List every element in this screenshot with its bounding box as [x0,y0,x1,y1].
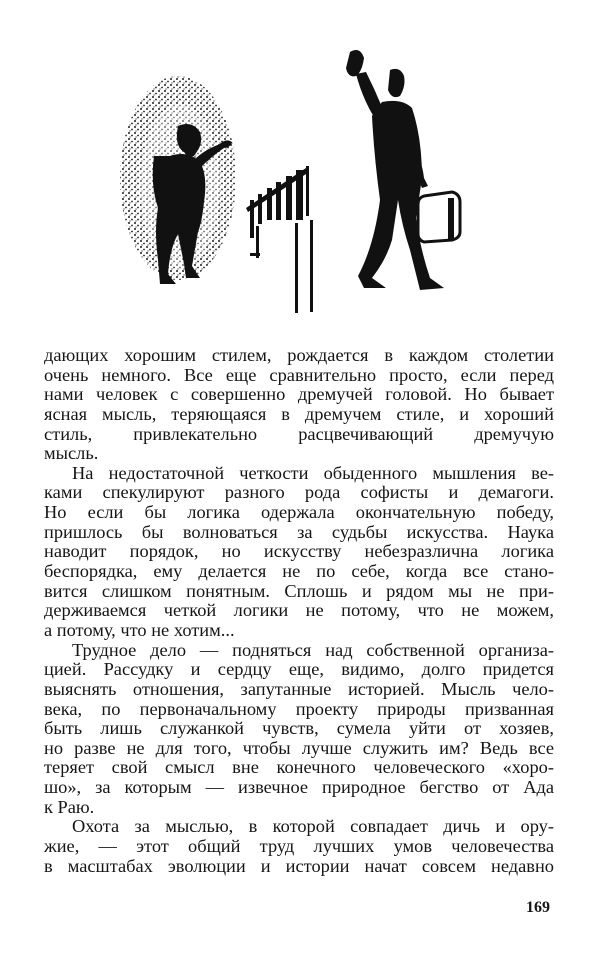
text-line: дающих хорошим стилем, рождается в каждом столетии [44,345,554,365]
paragraph-2 [44,464,554,641]
text-line: нами человек с совершенно дремучей головой. Но бывает [44,384,554,405]
text-line: теряет свой смысл вне конечного человеческого «хоро- [44,757,554,778]
paragraph-3 [44,641,554,818]
text-line: наводит порядок, но искусству небезразлична логика [44,541,554,562]
text-line: Но если бы логика одержала окончательную победу, [44,502,554,523]
text-line: вится слишком понятным. Сплошь и рядом мы не при- [44,580,554,601]
text-line: но разве не для того, чтобы лучше служить им? Ведь все [44,737,554,758]
text-line: жие, — этот общий труд лучших умов человечества [44,836,554,857]
text-line: шо», за которым — извечное природное бегство от Ада [44,777,554,798]
illustration [110,48,490,333]
text-line: пришлось бы волноваться за судьбы искусства. Наука [44,521,554,542]
page-number: 169 [526,899,550,916]
text-line: к Раю. [44,796,95,817]
text-line: быть лишь служанкой чувств, сумела уйти от хозяев, [44,718,554,739]
paragraph-4 [44,817,554,876]
text-line: выяснять отношения, запутанные историей. Мысль чело- [44,678,554,699]
text-line: беспорядка, ему делается не по себе, когда все стано- [44,561,554,582]
ape-and-man-drawing [110,48,490,333]
text-line: стиль, привлекательно расцвечивающий дремучую [44,423,554,444]
walking-man-figure [346,50,460,290]
text-line: На недостаточной четкости обыденного мышления ве- [72,462,554,483]
text-line: очень немного. Все еще сравнительно просто, если перед [44,364,554,385]
text-line: Трудное дело — подняться над собственной организа- [72,639,554,660]
paragraph-1 [44,346,554,464]
text-line: а потому, что не хотим... [44,619,235,640]
text-line: ками спекулируют разного рода софисты и демагоги. [44,482,554,503]
text-line: мысль. [44,443,99,464]
body-text [44,346,554,876]
text-line: в масштабах эволюции и истории начат совсем недавно [44,855,554,876]
text-line: цией. Рассудку и сердцу еще, видимо, долго придется [44,659,554,680]
text-line: держиваемся четкой логики не потому, что не можем, [44,600,554,621]
barrier-fence [246,166,313,313]
text-line: ясная мысль, теряющаяся в дремучем стиле, и хороший [44,403,554,424]
text-line: Охота за мыслью, в которой совпадает дичь и ору- [72,816,554,837]
text-line: века, по первоначальному проекту природы призванная [44,698,554,719]
